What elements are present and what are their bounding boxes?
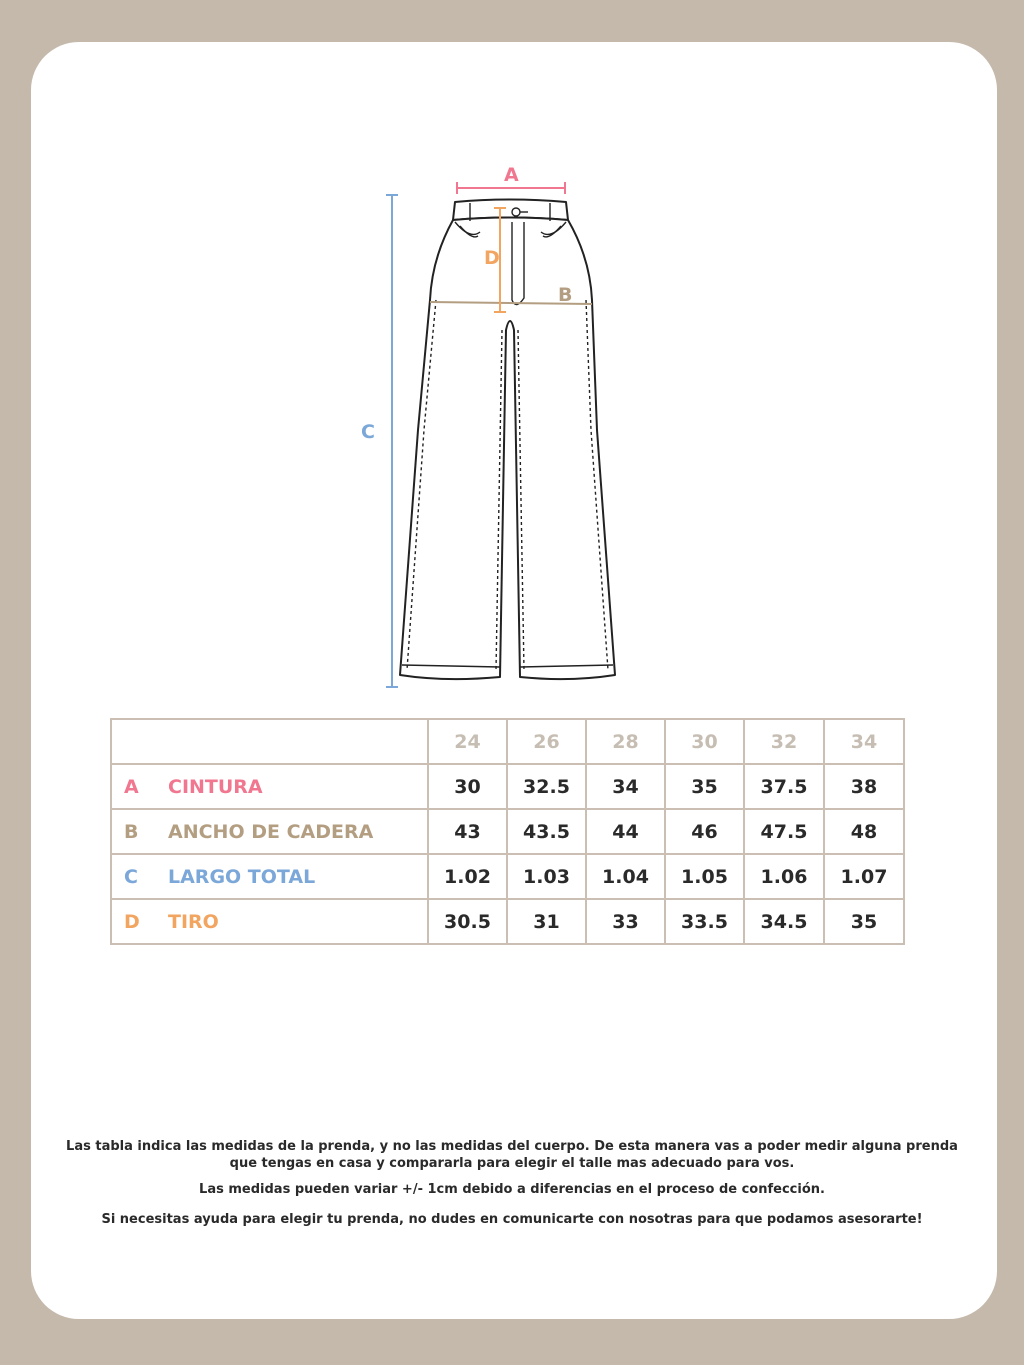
size-header: 34 <box>824 719 904 764</box>
table-cell: 38 <box>824 764 904 809</box>
size-table <box>110 718 905 945</box>
table-row-cintura <box>111 764 904 809</box>
row-letter: D <box>124 910 140 933</box>
table-cell: 1.05 <box>665 854 744 899</box>
table-cell: 1.04 <box>586 854 665 899</box>
size-header: 28 <box>586 719 665 764</box>
table-cell: 34.5 <box>744 899 824 944</box>
header-blank <box>111 719 428 764</box>
table-cell: 43 <box>428 809 507 854</box>
table-cell: 35 <box>665 764 744 809</box>
table-cell: 31 <box>507 899 586 944</box>
row-heading <box>111 899 428 944</box>
row-heading <box>111 854 428 899</box>
table-cell: 35 <box>824 899 904 944</box>
row-heading <box>111 764 428 809</box>
row-letter: A <box>124 775 139 798</box>
table-cell: 33 <box>586 899 665 944</box>
table-cell: 1.07 <box>824 854 904 899</box>
table-cell: 1.06 <box>744 854 824 899</box>
table-cell: 33.5 <box>665 899 744 944</box>
table-cell: 46 <box>665 809 744 854</box>
table-cell: 47.5 <box>744 809 824 854</box>
row-name: TIRO <box>168 910 219 933</box>
row-name: ANCHO DE CADERA <box>168 820 374 843</box>
size-header-row <box>111 719 904 764</box>
pants-outline <box>400 200 615 680</box>
table-cell: 44 <box>586 809 665 854</box>
table-cell: 30 <box>428 764 507 809</box>
note-paragraph-1 <box>40 1138 984 1172</box>
note-line-3: Las medidas pueden variar +/- 1cm debido a diferencias en el proceso de confección. <box>199 1182 825 1197</box>
row-letter: B <box>124 820 139 843</box>
table-cell: 30.5 <box>428 899 507 944</box>
table-row-ancho-de-cadera <box>111 809 904 854</box>
table-cell: 43.5 <box>507 809 586 854</box>
label-c: C <box>361 421 375 443</box>
table-cell: 1.03 <box>507 854 586 899</box>
table-cell: 34 <box>586 764 665 809</box>
row-name: LARGO TOTAL <box>168 865 316 888</box>
label-d: D <box>484 247 500 269</box>
note-line-2: que tengas en casa y compararla para elegir el talle mas adecuado para vos. <box>229 1156 795 1171</box>
measure-line-c <box>386 195 398 687</box>
table-cell: 32.5 <box>507 764 586 809</box>
size-header: 32 <box>744 719 824 764</box>
row-letter: C <box>124 865 138 888</box>
note-line-4: Si necesitas ayuda para elegir tu prenda, no dudes en comunicarte con nosotras para que podamos asesorarte! <box>101 1212 923 1227</box>
table-cell: 1.02 <box>428 854 507 899</box>
label-b: B <box>558 284 573 306</box>
label-a: A <box>504 164 519 186</box>
table-row-largo-total <box>111 854 904 899</box>
size-header: 26 <box>507 719 586 764</box>
note-line-1: Las tabla indica las medidas de la prenda, y no las medidas del cuerpo. De esta manera vas a poder medir alguna prenda <box>66 1139 958 1154</box>
size-header: 30 <box>665 719 744 764</box>
row-name: CINTURA <box>168 775 263 798</box>
size-header: 24 <box>428 719 507 764</box>
table-row-tiro <box>111 899 904 944</box>
row-heading <box>111 809 428 854</box>
table-cell: 37.5 <box>744 764 824 809</box>
table-cell: 48 <box>824 809 904 854</box>
